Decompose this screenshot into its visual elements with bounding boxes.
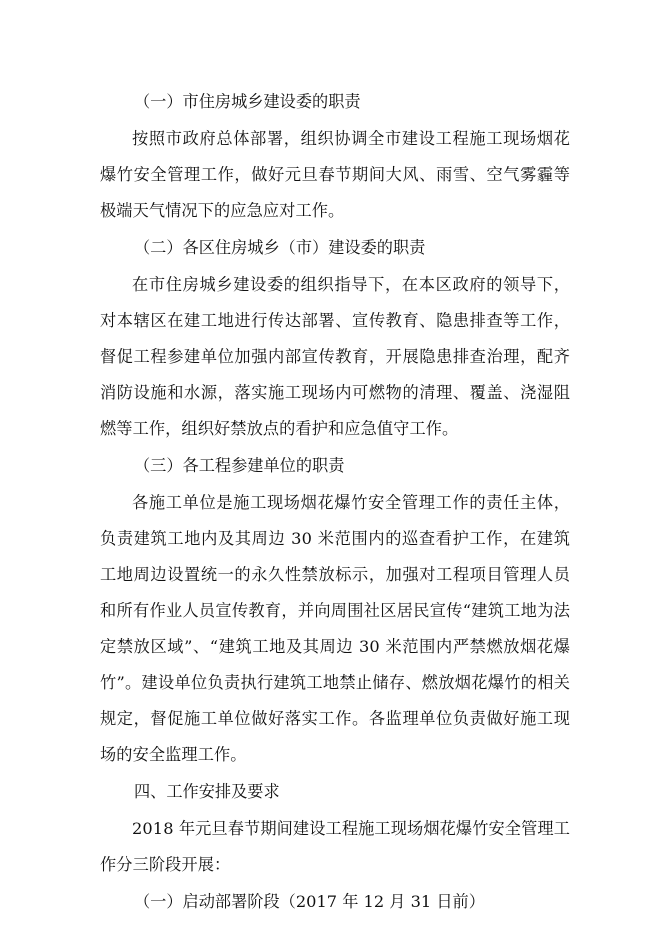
paragraph-project-units-duties: 各施工单位是施工现场烟花爆竹安全管理工作的责任主体，负责建筑工地内及其周边 30 米范围内的巡查看护工作，在建筑工地周边设置统一的永久性禁放标示，加强对工程项目管理人员和所有作业人员宣传教育，并向周围社区居民宣传“建筑工地为法定禁放区域”、“建筑工地及其周边 30 米范围内严禁燃放烟花爆竹”。建设单位负责执行建筑工地禁止储存、燃放烟花爆竹的相关规定，督促施工单位做好落实工作。各监理单位负责做好施工现场的安全监理工作。 [100,493,570,764]
paragraph-work-arrangement: 2018 年元旦春节期间建设工程施工现场烟花爆竹安全管理工作分三阶段开展： [100,819,570,874]
section-heading-work-arrangement: 四、工作安排及要求 [134,782,280,801]
document-body [100,84,570,921]
section-heading-project-units: （三）各工程参建单位的职责 [134,456,345,475]
section-heading-city-committee: （一）市住房城乡建设委的职责 [134,92,361,111]
paragraph-district-committee-duties: 在市住房城乡建设委的组织指导下，在本区政府的领导下，对本辖区在建工地进行传达部署、宣传教育、隐患排查等工作，督促工程参建单位加强内部宣传教育，开展隐患排查治理，配齐消防设施和水源，落实施工现场内可燃物的清理、覆盖、浇湿阻燃等工作，组织好禁放点的看护和应急值守工作。 [100,275,570,438]
section-heading-launch-phase: （一）启动部署阶段（2017 年 12 月 31 日前） [134,892,485,911]
section-heading-district-committee: （二）各区住房城乡（市）建设委的职责 [134,238,426,257]
paragraph-city-committee-duties: 按照市政府总体部署，组织协调全市建设工程施工现场烟花爆竹安全管理工作，做好元旦春节期间大风、雨雪、空气雾霾等极端天气情况下的应急应对工作。 [100,129,570,220]
